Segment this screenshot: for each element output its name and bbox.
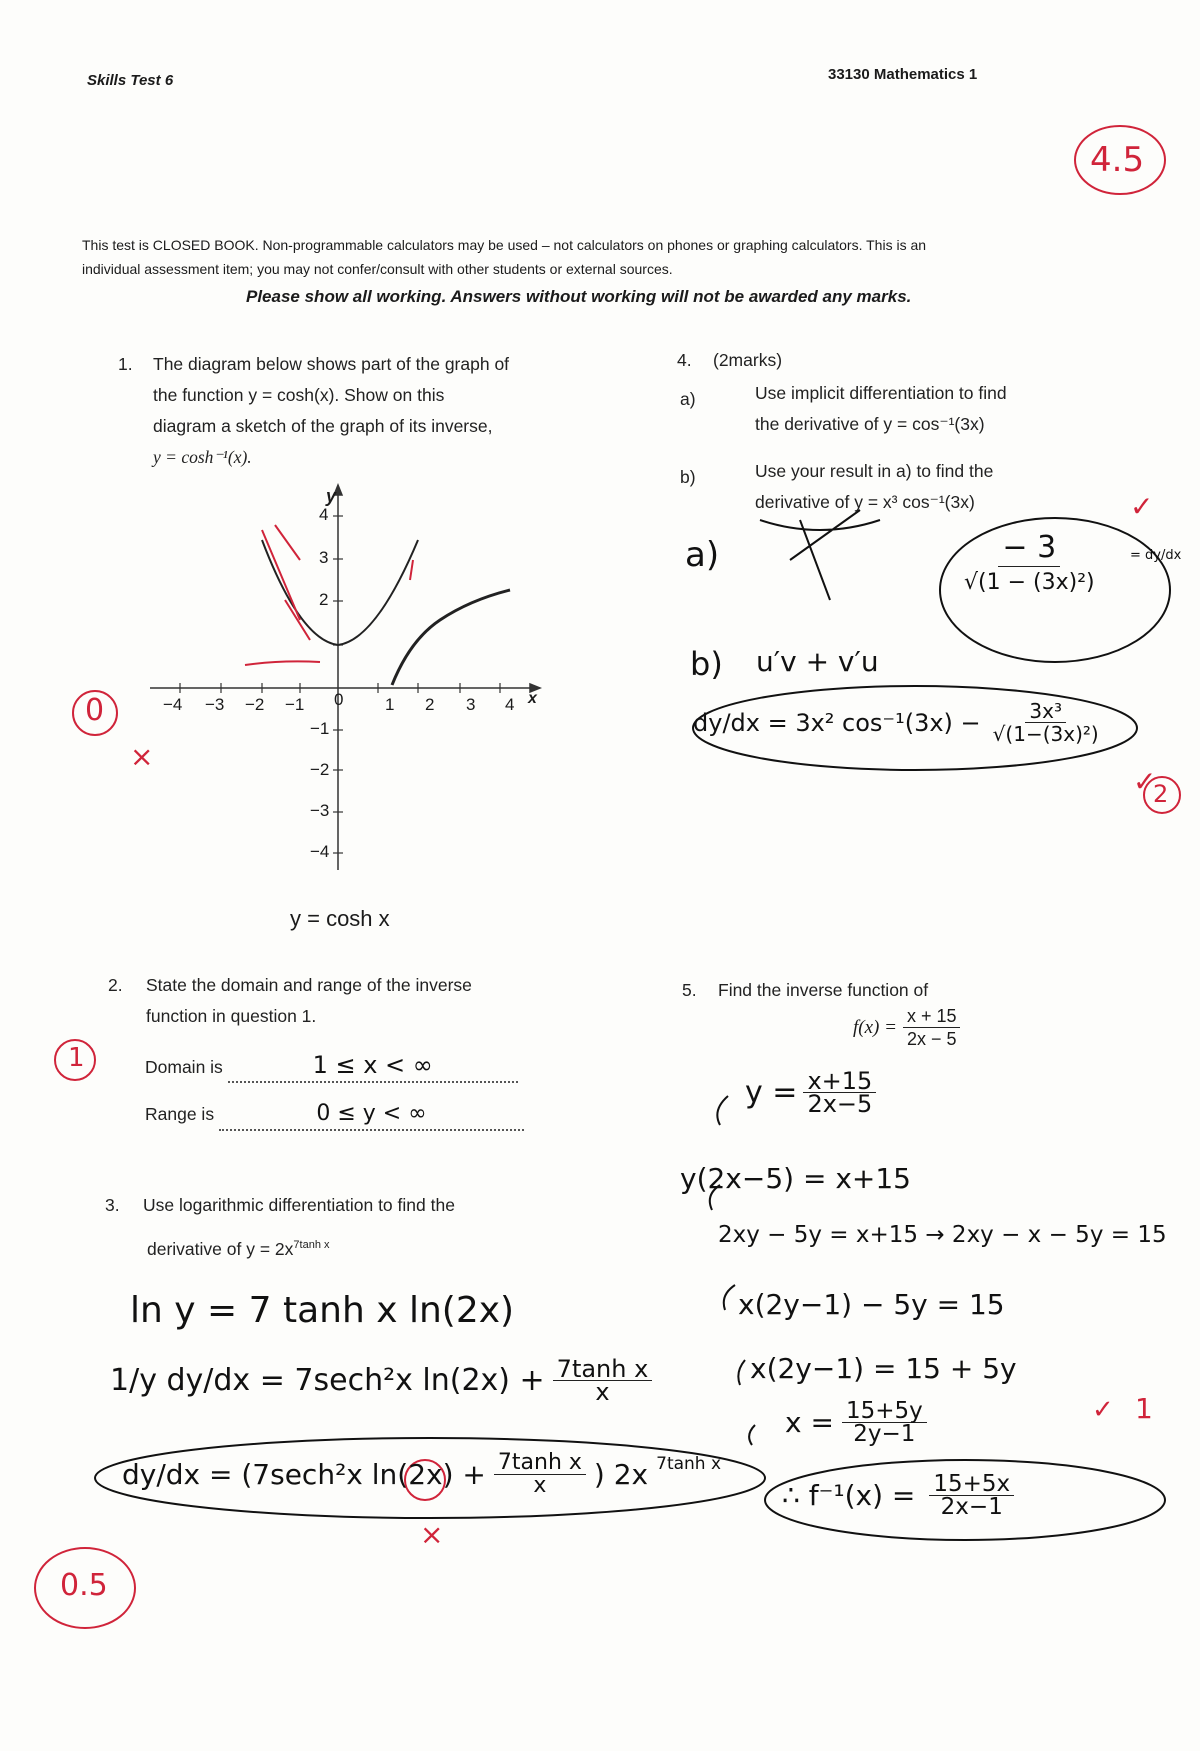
q4-number: 4. (677, 350, 692, 370)
q4a-check: ✓ (1130, 490, 1154, 523)
q3-mark: 0.5 (60, 1568, 108, 1603)
y-tick-label: −3 (310, 801, 330, 820)
x-tick-label: −3 (205, 695, 225, 714)
q5-number: 5. (682, 980, 697, 1000)
domain-answer: 1 ≤ x < ∞ (228, 1050, 518, 1083)
q3-work1: ln y = 7 tanh x ln(2x) (130, 1290, 515, 1331)
q2-range (145, 1098, 524, 1131)
q5-check: ✓ (1092, 1395, 1114, 1425)
instructions-line1: This test is CLOSED BOOK. Non-programmable calculators may be used – not calculators on phones or graphing calculators. This is an (82, 237, 927, 253)
q5-w6-left: x = (785, 1406, 834, 1439)
q1-line: The diagram below shows part of the graph of (153, 354, 510, 374)
q5-f-frac (903, 1005, 961, 1050)
q3-line1: Use logarithmic differentiation to find the (143, 1195, 455, 1215)
y-tick-label: 3 (319, 548, 329, 567)
q4a-line: the derivative of y = cos⁻¹(3x) (755, 414, 985, 434)
q5-w3: 2xy − 5y = x+15 → 2xy − x − 5y = 15 (718, 1222, 1167, 1248)
y-tick-label: 2 (319, 590, 329, 609)
q4a-scratch (760, 510, 880, 600)
q3-work3-num: 7tanh x (494, 1452, 586, 1475)
q2-domain (145, 1050, 518, 1083)
q5-w1-num: x+15 (803, 1070, 876, 1093)
q4a-answer-frac (960, 530, 1099, 599)
sketch-stroke (410, 560, 413, 580)
q3-work3-right: ) 2x (593, 1458, 649, 1491)
x-tick-label: 0 (334, 690, 344, 709)
q5-f-label: f(x) = (853, 1016, 897, 1038)
q4a-line: Use implicit differentiation to find (755, 383, 1007, 403)
q5-line1: Find the inverse function of (718, 980, 929, 1000)
q3-work3-den: x (533, 1473, 547, 1498)
q4a-label: a) (680, 389, 696, 409)
q1-number: 1. (118, 354, 133, 374)
q2-text (146, 970, 576, 1032)
graph-x-label: x (528, 690, 537, 707)
instructions-bold: Please show all working. Answers without working will not be awarded any marks. (246, 287, 912, 306)
q3-line2 (147, 1230, 330, 1265)
q5-w6 (785, 1400, 927, 1445)
q4b-line: derivative of y = x³ cos⁻¹(3x) (755, 492, 975, 512)
q4a-work-label: a) (685, 535, 720, 575)
x-tick-label: −4 (163, 695, 183, 714)
q1-text (153, 349, 583, 473)
q1-mark: 0 (85, 693, 105, 728)
y-tick-label: −1 (310, 719, 330, 738)
q5-w7 (782, 1473, 1014, 1518)
q2-number: 2. (108, 975, 123, 995)
q3-number: 3. (105, 1195, 120, 1215)
q5-w6-num: 15+5y (842, 1400, 927, 1423)
q3-work2 (110, 1355, 652, 1406)
q3-work3 (122, 1452, 721, 1497)
q4b-answer-den: √(1−(3x)²) (992, 722, 1099, 746)
range-label: Range is (145, 1104, 215, 1124)
graph-ticks (180, 516, 500, 853)
q3-work2-left: 1/y dy/dx = 7sech²x ln(2x) + (110, 1363, 545, 1398)
graph-caption: y = cosh x (290, 906, 390, 931)
cosh-curve (262, 540, 418, 645)
q4a-note: = dy/dx (1130, 548, 1182, 563)
graph-y-label: y (326, 486, 337, 506)
q4b-answer-frac (989, 700, 1103, 745)
q5-w4: x(2y−1) − 5y = 15 (738, 1288, 1005, 1321)
x-tick-label: 2 (425, 695, 435, 714)
q4b-answer (693, 700, 1103, 745)
q4b-label: b) (680, 467, 696, 487)
q5-w7-den: 2x−1 (940, 1494, 1003, 1520)
q4a-text (755, 378, 1007, 440)
q5-w1-frac (803, 1067, 876, 1118)
q4b-line: Use your result in a) to find the (755, 461, 994, 481)
q5-w7-num: 15+5x (929, 1473, 1014, 1496)
total-score: 4.5 (1090, 140, 1145, 180)
q5-mark: 1 (1135, 1392, 1153, 1425)
q5-w1-left: y = (745, 1075, 798, 1110)
q1-cross: × (130, 740, 154, 773)
q1-line: diagram a sketch of the graph of its inverse, (153, 416, 493, 436)
q3-work2-den: x (595, 1378, 610, 1406)
header-right: 33130 Mathematics 1 (828, 66, 978, 83)
y-tick-label: 4 (319, 505, 329, 524)
q4b-check: ✓ (1133, 765, 1157, 798)
q3-work2-frac (553, 1355, 653, 1406)
q4-marks: (2marks) (713, 350, 783, 370)
q1-line: the function y = cosh(x). Show on this (153, 385, 445, 405)
q3-cross: × (420, 1518, 444, 1551)
domain-label: Domain is (145, 1057, 223, 1077)
q4b-answer-left: dy/dx = 3x² cos⁻¹(3x) − (693, 708, 981, 737)
q4a-answer-num: − 3 (998, 530, 1060, 567)
range-answer: 0 ≤ y < ∞ (219, 1098, 524, 1131)
q2-line: State the domain and range of the inverse (146, 975, 472, 995)
q4-mark: 2 (1153, 780, 1169, 808)
q3-line2-text: derivative of y = 2x (147, 1238, 294, 1259)
q2-mark: 1 (68, 1043, 85, 1073)
graph-axes (150, 485, 540, 870)
q2-line: function in question 1. (146, 1006, 317, 1026)
x-tick-label: −2 (245, 695, 265, 714)
q4b-answer-num: 3x³ (1025, 700, 1066, 723)
q4b-text (755, 456, 993, 518)
q4a-answer (960, 530, 1099, 599)
q3-work3-frac (494, 1452, 586, 1497)
q5-w7-frac (929, 1473, 1014, 1518)
q5-w6-den: 2y−1 (853, 1421, 916, 1447)
q5-f-num: x + 15 (903, 1005, 961, 1028)
q3-work3-left: dy/dx = (7sech²x ln(2x) + (122, 1458, 486, 1491)
q5-w7-left: ∴ f⁻¹(x) = (782, 1479, 916, 1512)
x-tick-label: 1 (385, 695, 395, 714)
q5-function (853, 1005, 960, 1050)
x-tick-label: 4 (505, 695, 515, 714)
q5-w6-frac (842, 1400, 927, 1445)
y-tick-label: −2 (310, 760, 330, 779)
header-left: Skills Test 6 (87, 72, 174, 89)
q3-line2-sup: 7tanh x (293, 1239, 330, 1251)
q5-w1 (745, 1067, 876, 1118)
q5-w1-den: 2x−5 (807, 1090, 873, 1118)
red-scribble (262, 525, 310, 640)
q5-f-den: 2x − 5 (906, 1029, 957, 1049)
q5-w5: x(2y−1) = 15 + 5y (750, 1352, 1017, 1385)
y-tick-label: −4 (310, 842, 330, 861)
x-tick-label: −1 (285, 695, 305, 714)
red-dash (245, 661, 320, 665)
q3-work3-sup: 7tanh x (656, 1453, 722, 1474)
q5-flow-arrows (710, 1096, 755, 1445)
instructions-line2: individual assessment item; you may not confer/consult with other students or external sources. (82, 261, 673, 277)
q5-w2: y(2x−5) = x+15 (680, 1162, 911, 1195)
q1-line: y = cosh⁻¹(x). (153, 447, 252, 467)
inverse-sketch (392, 590, 510, 685)
q3-work2-num: 7tanh x (553, 1358, 653, 1381)
q4a-answer-den: √(1 − (3x)²) (964, 570, 1095, 595)
q4b-work-label: b) (690, 645, 723, 683)
q4b-rule: u′v + v′u (756, 645, 879, 678)
x-tick-label: 3 (466, 695, 476, 714)
